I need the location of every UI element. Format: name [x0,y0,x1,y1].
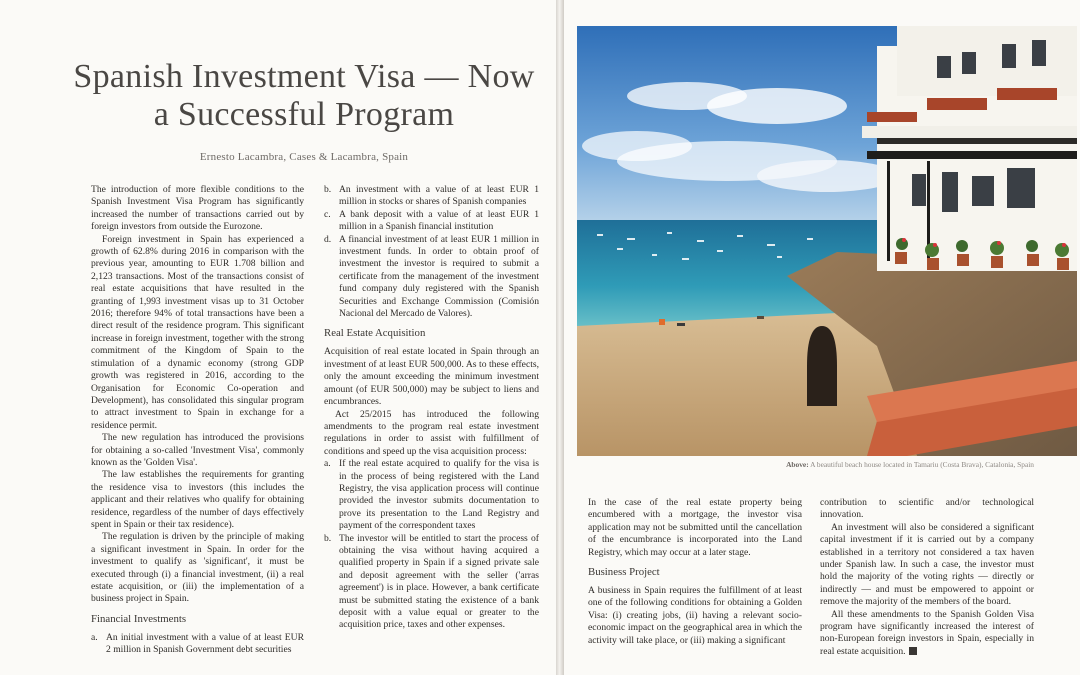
paragraph: The law establishes the requirements for granting the residence visa to investors (this includes the applicant and their relatives who qualify for obtaining residence, regardless of the number of days effectively spent in Spain or their tax residence). [91,469,304,530]
caption-label: Above: [786,460,809,469]
text-column-2 [324,184,539,632]
paragraph: The regulation is driven by the principle of making a significant investment in Spain. In order for the investment to qualify as 'significant', it must be executed through (i) a financial investment, (ii) a real estate acquisition, or (iii) the implementation of a business project in Spain. [91,531,304,605]
list-text: An initial investment with a value of at least EUR 2 million in Spanish Government debt securities [106,631,304,656]
list-text: The investor will be entitled to start the process of obtaining the visa without having acquired a qualified property in Spain if a signed private sale and deposit agreement with the seller ('arras agreement') is in place. However, a bank certificate must be submitted stating the existence of a bank deposit with a value equal or greater to the acquisition price, taxes and other expenses. [339,532,539,631]
book-gutter [556,0,564,675]
text-column-1 [91,184,304,657]
text-column-3 [588,497,802,647]
list-text: An investment with a value of at least EUR 1 million in stocks or shares of Spanish companies [339,184,539,208]
photo-caption [584,460,1034,469]
article-author: Ernesto Lacambra, Cases & Lacambra, Spain [199,151,409,163]
list-item [324,533,539,632]
paragraph: A business in Spain requires the fulfillment of at least one of the following conditions for obtaining a Golden Visa: (i) creating jobs, (ii) having a relevant socio-economic impact on the geographical area in which the activity will take place, or (iii) making a significant [588,585,802,646]
list-marker: b. [324,184,332,195]
section-heading-real-estate: Real Estate Acquisition [324,327,426,340]
beach-house-photo [577,26,1077,456]
list-marker: c. [324,208,331,220]
right-page [564,0,1080,675]
end-mark-icon [909,647,917,655]
paragraph: contribution to scientific and/or technological innovation. [820,497,1034,521]
list-marker: a. [324,458,331,470]
article-title: Spanish Investment Visa — Now a Successful Program [73,58,535,133]
list-marker: b. [324,532,332,544]
financial-list [91,632,304,657]
section-heading-business-project: Business Project [588,566,660,579]
paragraph: Foreign investment in Spain has experienced a growth of 62.8% during 2016 in comparison with the previous year, amounting to EUR 1.708 billion and 2,123 transactions. Most of the transactions consist of real estate acquisitions that have resulted in the granting of 1,993 investment visas up to 31 October 2016; therefore 94% of total transactions have been a direct result of the residence program. This significant increase in foreign investment, together with the strong commitment of the Kingdom of Spain to the stimulation of a dynamic economy (strong GDP growth was registered in 2016, according to the Organisation for Economic Co-operation and Development), has consolidated this singular program to attract investment to Spain in exchange for a residence permit. [91,233,304,431]
paragraph: Act 25/2015 has introduced the following amendments to the program real estate investment regulations in order to assist with fulfillment of conditions and speed up the visa acquisition process: [324,408,539,457]
list-text: If the real estate acquired to qualify for the visa is in the process of being registered with the Land Registry, the visa application process will continue provided the investor submits documentation to prove its presentation to the Land Registry and payment of the correspondent taxes [339,458,539,532]
paragraph: In the case of the real estate property being encumbered with a mortgage, the investor visa application may not be submitted until the cancellation of the encumbrance is incorporated into the Land Registry, which may occur at a later stage. [588,497,802,558]
caption-text: A beautiful beach house located in Tamariu (Costa Brava), Catalonia, Spain [810,460,1034,469]
closing-text: All these amendments to the Spanish Golden Visa program have significantly increased the interest of non-European foreign investors in Spain, especially in real estate acquisition. [820,608,1034,657]
paragraph: The introduction of more flexible conditions to the Spanish Investment Visa Program has significantly increased the number of transactions carried out by foreign investors from outside the Eurozone. [91,184,304,233]
paragraph: The new regulation has introduced the provisions for obtaining a so-called 'Investment Visa', commonly known as the 'Golden Visa'. [91,432,304,468]
paragraph: Acquisition of real estate located in Spain through an investment of at least EUR 500,000. As to these effects, only the amount exceeding the minimum investment amount (of EUR 500,000) may be subject to liens and encumbrances. [324,346,539,408]
list-item [324,184,539,209]
list-marker: d. [324,233,332,245]
paragraph [820,609,1034,659]
financial-list-continued [324,184,539,320]
list-text: A financial investment of at least EUR 1 million in investment funds. In order to obtain proof of investment the investor is required to submit a certificate from the management of the investment fund company duly registered with the Spanish Securities and Exchange Commission (Comisión Nacional del Mercado de Valores). [339,233,539,320]
list-text: A bank deposit with a value of at least EUR 1 million in a Spanish financial institution [339,208,539,233]
list-item [91,632,304,657]
real-estate-list [324,458,539,632]
paragraph: An investment will also be considered a significant capital investment if it is carried out by a company established in a territory not considered a tax haven under Spanish law. In such a case, the investor must hold the majority of the voting rights — directly or indirectly — and must be empowered to appoint or remove the majority of the members of the board. [820,521,1034,608]
list-item [324,234,539,321]
text-column-4 [820,497,1034,658]
section-heading-financial-investments: Financial Investments [91,612,187,625]
list-marker: a. [91,631,98,643]
list-item [324,458,539,532]
list-item [324,209,539,234]
